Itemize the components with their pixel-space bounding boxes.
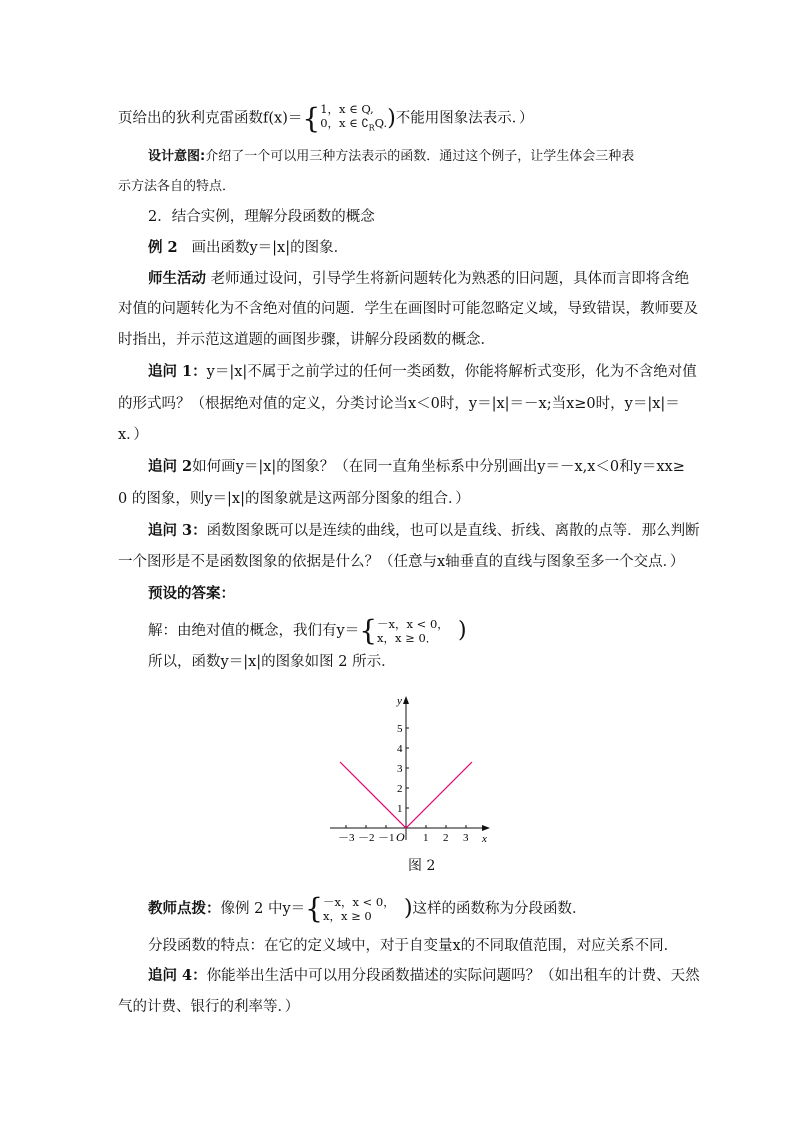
solution-cases xyxy=(377,617,449,645)
question-2-line-1 xyxy=(148,457,685,477)
design-intent-line-2 xyxy=(118,177,235,197)
question-1-text-1: y＝|x|不属于之前学过的任何一类函数，你能将解析式变形，化为不含绝对值 xyxy=(206,364,697,380)
dirichlet-case-1: 1，x ∈ Q, xyxy=(320,102,374,116)
design-intent-line-1 xyxy=(148,147,634,167)
dirichlet-case-2: 0，x ∈ ∁ xyxy=(320,116,369,130)
question-1-line-3: x．） xyxy=(118,427,148,443)
teacher-tip-line xyxy=(148,892,587,925)
y-axis-label: y xyxy=(397,695,402,707)
section-heading: 2．结合实例，理解分段函数的概念 xyxy=(148,209,375,225)
abs-value-graph xyxy=(318,690,498,850)
question-1-line-1 xyxy=(148,362,697,382)
piecewise-feature: 分段函数的特点：在它的定义域中，对于自变量x的不同取值范围，对应关系不同． xyxy=(148,938,679,954)
teacher-case-2: x，x ≥ 0 xyxy=(322,909,372,923)
design-intent-label: 设计意图: xyxy=(148,149,206,164)
teacher-right-brace: ) xyxy=(403,896,413,921)
dirichlet-case-2-end: Q. xyxy=(374,116,388,130)
design-intent-text-2: 示方法各自的特点． xyxy=(118,179,236,194)
question-4-label: 追问 4： xyxy=(148,967,207,984)
question-2-label: 追问 2 xyxy=(148,458,193,475)
dirichlet-fx: f(x)＝ xyxy=(263,110,303,127)
example-2 xyxy=(148,238,348,258)
activity-label: 师生活动 xyxy=(148,270,206,287)
dirichlet-cases xyxy=(320,102,387,135)
preset-answer-label: 预设的答案： xyxy=(148,585,235,602)
right-brace: ) xyxy=(387,105,396,131)
x-tick-label: 1 xyxy=(423,832,429,844)
question-4-line-1 xyxy=(148,966,700,986)
y-tick-label: 1 xyxy=(397,803,403,815)
activity-line-3: 时指出，并示范这道题的画图步骤，讲解分段函数的概念． xyxy=(118,332,495,348)
y-tick-label: 4 xyxy=(397,743,403,755)
y-tick-label: 2 xyxy=(397,783,403,795)
question-3-line-1 xyxy=(148,521,700,541)
solution-case-1: －x，x < 0， xyxy=(377,617,449,631)
question-3-line-2: 一个图形是不是函数图象的依据是什么？（任意与x轴垂直的直线与图象至多一个交点．） xyxy=(118,554,685,570)
x-tick-label: －2 xyxy=(358,832,375,844)
x-tick-label: －3 xyxy=(338,832,355,844)
question-2-text-1: 如何画y＝|x|的图象？（在同一直角坐标系中分别画出y＝－x,x＜0和y＝xx≥ xyxy=(192,459,685,475)
question-4-text-1: 你能举出生活中可以用分段函数描述的实际问题吗？（如出租车的计费、天然 xyxy=(206,968,700,984)
question-4-line-2: 气的计费、银行的利率等．） xyxy=(118,999,300,1015)
solution-line xyxy=(148,614,467,647)
solution-right-brace: ) xyxy=(457,618,467,643)
y-tick-label: 3 xyxy=(397,763,403,775)
dirichlet-suffix: 不能用图象法表示．） xyxy=(395,110,534,127)
teacher-tip-prefix: 像例 2 中 xyxy=(220,901,283,917)
figure-caption: 图 2 xyxy=(408,858,436,874)
question-2-line-2: 0 的图象，则y＝|x|的图象就是这两部分图象的组合．） xyxy=(118,491,470,507)
solution-left-brace: { xyxy=(359,614,378,647)
x-axis-label: x xyxy=(482,833,487,845)
so-line: 所以，函数y＝|x|的图象如图 2 所示． xyxy=(148,654,396,670)
teacher-tip-label: 教师点拨： xyxy=(148,900,221,917)
origin-label: O xyxy=(396,830,405,844)
question-3-label: 追问 3： xyxy=(148,522,207,539)
solution-y: y＝ xyxy=(336,623,360,639)
left-brace: { xyxy=(302,101,321,135)
example-2-label: 例 2 xyxy=(148,239,178,256)
question-3-text-1: 函数图象既可以是连续的曲线，也可以是直线、折线、离散的点等．那么判断 xyxy=(206,523,700,539)
dirichlet-prefix: 页给出的狄利克雷函数 xyxy=(118,110,263,127)
question-1-line-2: 的形式吗？（根据绝对值的定义，分类讨论当x＜0时，y＝|x|＝－x;当x≥0时，y＝|x|＝ xyxy=(118,396,680,412)
x-tick-label: 3 xyxy=(463,832,469,844)
dirichlet-line xyxy=(118,102,534,135)
y-tick-label: 5 xyxy=(397,723,403,735)
teacher-tip-suffix: 这样的函数称为分段函数． xyxy=(412,901,587,917)
teacher-case-1: －x，x < 0， xyxy=(322,895,395,909)
x-tick-label: －1 xyxy=(378,832,395,844)
solution-prefix: 解：由绝对值的概念，我们有 xyxy=(148,623,337,639)
activity-line-2: 对值的问题转化为不含绝对值的问题．学生在画图时可能忽略定义域，导致错误，教师要及 xyxy=(118,301,698,317)
teacher-cases xyxy=(323,895,395,923)
activity-line-1 xyxy=(148,269,689,289)
teacher-tip-y: y＝ xyxy=(282,901,306,917)
design-intent-text-1: 介绍了一个可以用三种方法表示的函数．通过这个例子，让学生体会三种表 xyxy=(205,149,635,164)
x-axis-arrow xyxy=(482,825,490,831)
y-axis-arrow xyxy=(403,696,409,704)
teacher-left-brace: { xyxy=(305,892,323,925)
solution-case-2: x，x ≥ 0． xyxy=(377,631,438,645)
x-tick-label: 2 xyxy=(443,832,449,844)
question-1-label: 追问 1： xyxy=(148,363,207,380)
example-2-text: 画出函数y＝|x|的图象． xyxy=(191,240,349,256)
activity-text-1: 老师通过设问，引导学生将新问题转化为熟悉的旧问题，具体而言即将含绝 xyxy=(210,271,690,287)
dirichlet-case-2-sub: R xyxy=(368,123,375,133)
